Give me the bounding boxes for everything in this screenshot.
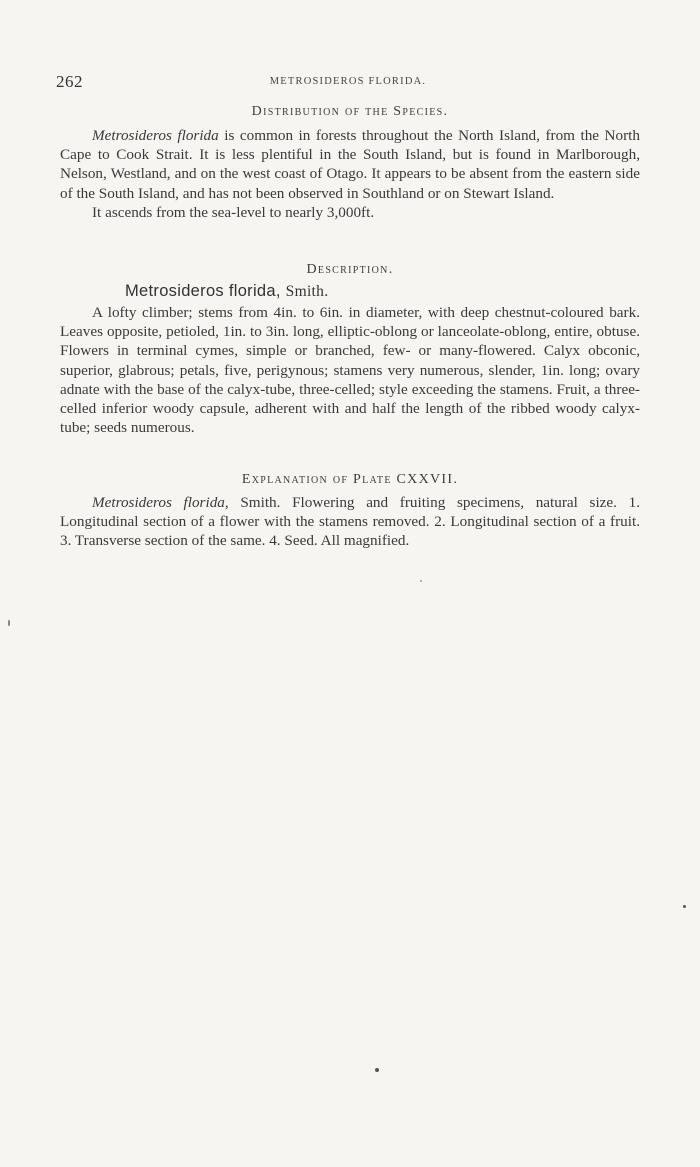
altitude-paragraph: It ascends from the sea-level to nearly 3,000ft. [92,203,375,221]
paper-speck [375,1068,379,1072]
explanation-paragraph [60,493,640,551]
running-title: METROSIDEROS FLORIDA. [269,76,427,87]
distribution-paragraph [60,126,640,203]
plate-species-italic: Metrosideros florida [92,494,225,511]
page-number: 262 [56,72,83,91]
paper-speck [8,620,10,626]
description-section [60,303,640,437]
explanation-heading: Explanation of Plate CXXVII. [241,472,459,487]
species-author: Smith. [285,283,329,300]
explanation-section [60,493,640,551]
explanation-text: , Smith. Flowering and fruiting specimens, natural size. 1. Longitudinal section of a flower with the stamens removed. 2. Longitudinal section of a fruit. 3. Transverse section of the same. 4. Seed. All magnified. [60,494,640,550]
running-head [56,72,640,94]
description-heading: Description. [306,262,394,277]
species-name: Metrosideros florida, [125,282,281,300]
species-name-italic: Metrosideros florida [92,127,219,144]
distribution-text: is common in forests throughout the North Island, from the North Cape to Cook Strait. It is less plentiful in the South Island, but is found in Marlborough, Nelson, Westland, and on the west coast of Otago. It appears to be absent from the eastern side of the South Island, and has not been observed in Southland or on Stewart Island. [60,127,640,202]
description-paragraph: A lofty climber; stems from 4in. to 6in. in diameter, with deep chestnut-coloured bark. Leaves opposite, petioled, 1in. to 3in. long, elliptic-oblong or lanceolate-oblong, entire, obtuse. Flowers in terminal cymes, simple or branched, few- or many-flowered. Calyx obconic, superior, glabrous; petals, five, perigynous; stamens very numerous, slender, 1in. long; ovary adnate with the base of the calyx-tube, three-celled; style exceeding the stamens. Fruit, a three-celled inferior woody capsule, adherent with and half the length of the ribbed woody calyx-tube; seeds numerous. [60,304,640,437]
distribution-section [60,126,640,222]
paper-speck [420,580,422,582]
distribution-heading: Distribution of the Species. [251,104,449,119]
species-heading [125,282,328,301]
paper-speck [683,905,686,908]
